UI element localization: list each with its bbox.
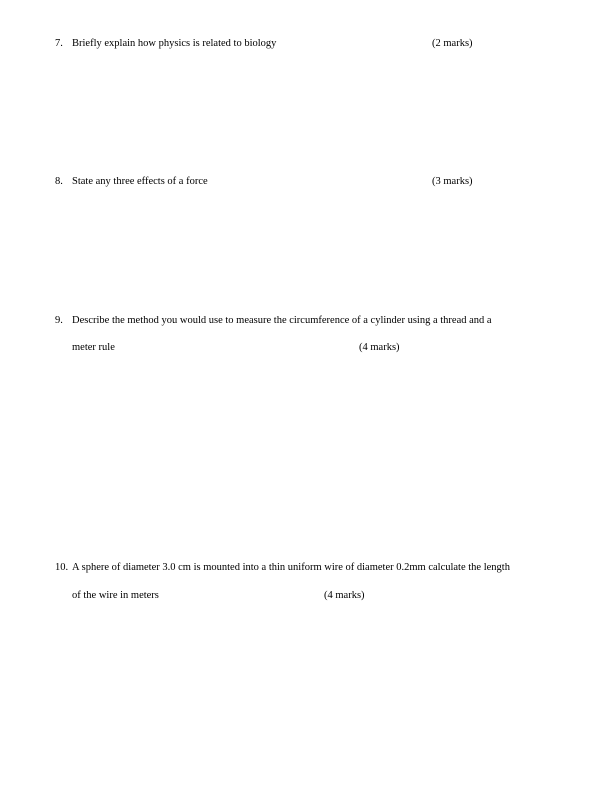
question-text-continued: of the wire in meters: [72, 590, 159, 601]
question-text: Describe the method you would use to measure the circumference of a cylinder using a thread and a: [72, 315, 492, 326]
marks-label: (4 marks): [324, 590, 365, 601]
question-text: State any three effects of a force: [72, 176, 208, 187]
question-number: 10.: [55, 562, 69, 573]
question-text: A sphere of diameter 3.0 cm is mounted into a thin uniform wire of diameter 0.2mm calculate the length: [72, 562, 510, 573]
question-number: 9.: [55, 315, 63, 326]
question-text-continued: meter rule: [72, 342, 115, 353]
marks-label: (2 marks): [432, 38, 473, 49]
marks-label: (4 marks): [359, 342, 400, 353]
question-text: Briefly explain how physics is related to biology: [72, 38, 277, 49]
marks-label: (3 marks): [432, 176, 473, 187]
question-number: 8.: [55, 176, 63, 187]
question-number: 7.: [55, 38, 63, 49]
